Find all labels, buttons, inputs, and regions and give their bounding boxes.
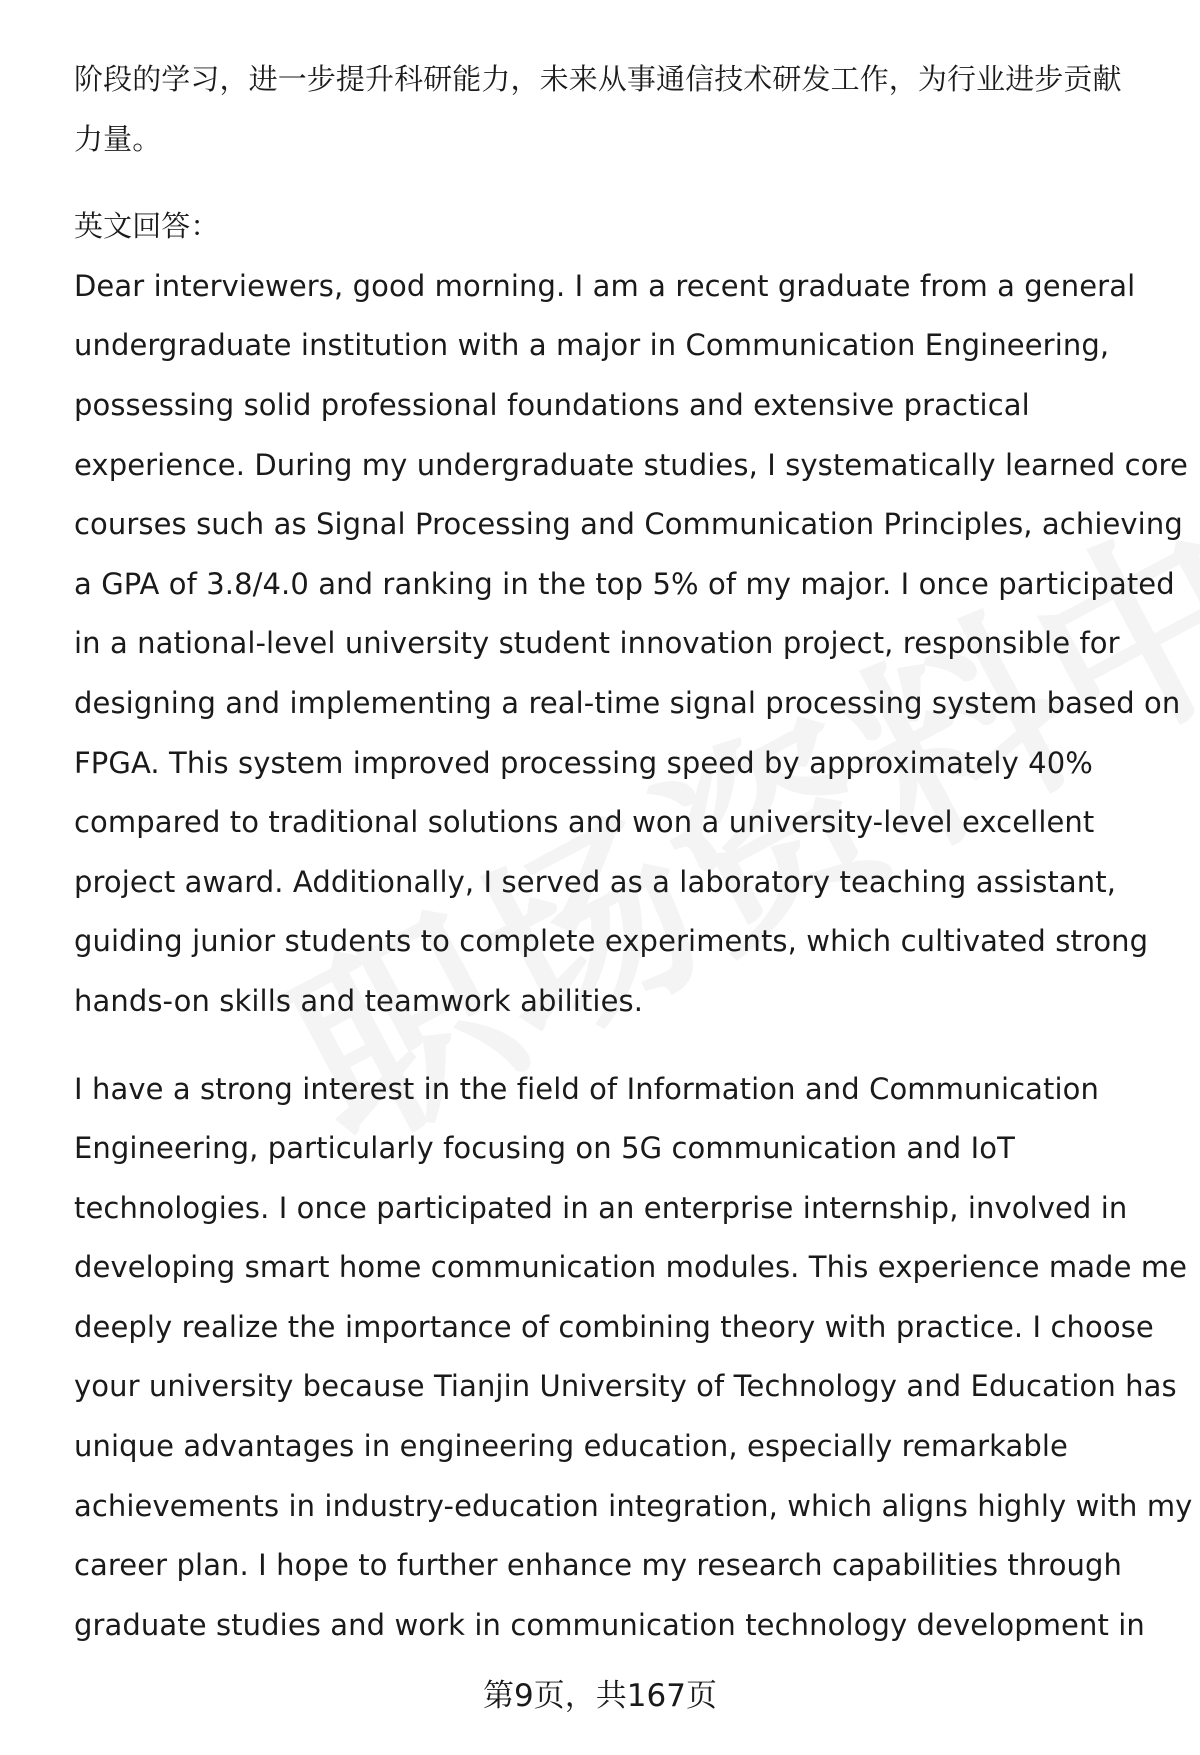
text-line: FPGA. This system improved processing speed by approximately 40% [74, 745, 1093, 780]
text-line: your university because Tianjin University of Technology and Education has [74, 1369, 1177, 1404]
document-page [74, 50, 1193, 1655]
answer-paragraph-1 [74, 257, 1188, 1032]
text-line: I have a strong interest in the field of Information and Communication [74, 1071, 1099, 1106]
text-line: 力量。 [74, 121, 162, 156]
text-line: technologies. I once participated in an enterprise internship, involved in [74, 1190, 1128, 1225]
text-line: Dear interviewers, good morning. I am a recent graduate from a general [74, 268, 1136, 303]
text-line: guiding junior students to complete experiments, which cultivated strong [74, 924, 1149, 959]
text-line: career plan. I hope to further enhance my research capabilities through [74, 1548, 1122, 1583]
text-line: graduate studies and work in communication technology development in [74, 1607, 1145, 1642]
text-line: in a national-level university student innovation project, responsible for [74, 626, 1120, 661]
text-line: achievements in industry-education integration, which aligns highly with my [74, 1488, 1193, 1523]
text-line: project award. Additionally, I served as a laboratory teaching assistant, [74, 864, 1117, 899]
text-line: unique advantages in engineering education, especially remarkable [74, 1429, 1069, 1464]
text-line: hands-on skills and teamwork abilities. [74, 983, 644, 1018]
text-line: developing smart home communication modules. This experience made me [74, 1250, 1188, 1285]
text-line: experience. During my undergraduate studies, I systematically learned core [74, 447, 1188, 482]
text-line: possessing solid professional foundations and extensive practical [74, 387, 1030, 422]
text-line: a GPA of 3.8/4.0 and ranking in the top 5% of my major. I once participated [74, 566, 1175, 601]
text-line: designing and implementing a real-time signal processing system based on [74, 685, 1181, 720]
page-number: 第9页，共167页 [483, 1678, 717, 1714]
text-line: 阶段的学习，进一步提升科研能力，未来从事通信技术研发工作，为行业进步贡献 [74, 62, 1122, 96]
text-line: Engineering, particularly focusing on 5G communication and IoT [74, 1131, 1015, 1166]
text-line: courses such as Signal Processing and Communication Principles, achieving [74, 507, 1183, 542]
text-line: deeply realize the importance of combining theory with practice. I choose [74, 1309, 1154, 1344]
english-heading: 英文回答： [74, 209, 220, 244]
answer-paragraph-2 [74, 1060, 1193, 1656]
intro-paragraph [74, 50, 1164, 169]
text-line: compared to traditional solutions and won a university-level excellent [74, 805, 1095, 840]
text-line: undergraduate institution with a major in Communication Engineering, [74, 328, 1110, 363]
